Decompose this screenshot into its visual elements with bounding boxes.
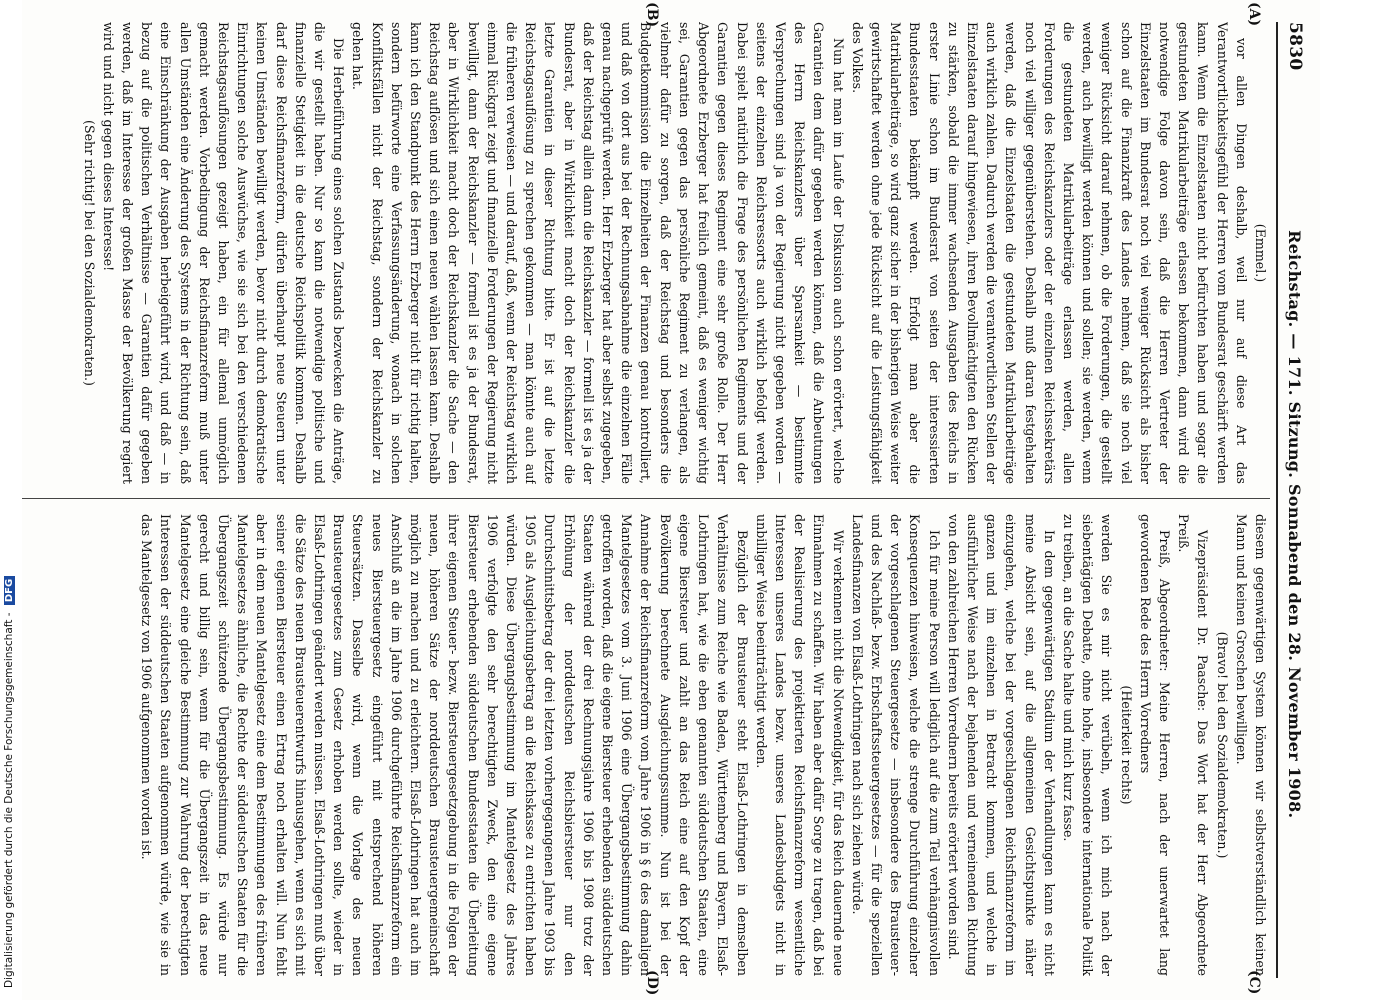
column-divider bbox=[14, 498, 1270, 499]
paragraph: Wir verkennen nicht die Notwendigkeit, für das Reich dauernde neue Einnahmen zu schaffen. Wir haben aber dafür Sorge zu tragen, daß bei der Realisierung des projektierten Reichsfinanzreform wesentliche Interessen unseres Landes bezw. unseres Landesbudgets nicht in unbilliger Weise beeinträchtigt werden. bbox=[753, 514, 846, 976]
margin-mark-a: (A) bbox=[1246, 2, 1262, 27]
left-text-column bbox=[14, 22, 1270, 484]
page-number: 5830 bbox=[1285, 22, 1305, 71]
paragraph: Nun hat man im Laufe der Diskussion auch schon erörtert, welche Garantien dem dafür gegeben werden können, daß die Anbeutungen des Herrn Reichskanzlers über Sparsamkeit — bestimmte Versprechungen sind ja von der Regierung nicht gegeben worden — seitens der einzelnen Reichsressorts auch wirklich befolgt werden. Dabei spielt natürlich die Frage des persönlichen Regiments und der Garantien gegen dieses Regiment eine sehr große Rolle. Der Herr Abgeordnete Erzberger hat freilich gemeint, daß es weniger wichtig sei, Garantien gegen das persönliche Regiment zu verlangen, als vielmehr dafür zu sorgen, daß der Reichstag und besonders die Budgetkommission die Einzelheiten der Finanzen genau kontrolliert, und daß von dort aus bei der Rechnungsabnahme die einzelnen Fälle genau nachgeprüft werden. Herr Erzberger hat aber selbst zugegeben, daß der Reichstag allein dann die Reichskanzler — formell ist es ja der Bundesrat, aber in Wirklichkeit macht doch der Reichskanzler die letzte Garantien in dieser Richtung bitte. Er ist auf die letzte Reichstagsauflösung zu sprechen gekommen — man könnte auch auf die früheren verweisen — und darauf, daß, wenn der Reichstag wirklich einmal Rückgrat zeigt und finanzielle Forderungen der Regierung nicht bewilligt, dann der Reichskanzler — formell ist es ja der Bundesrat, aber in Wirklichkeit macht doch der Reichskanzler die Sache — den Reichstag auflösen und sich einen neuen wählen lassen kann. Deshalb kann ich den Standpunkt des Herrn Erzberger nicht für richtig halten, sondern befürworte eine Verfassungsänderung, wonach in solchen Konfliktsfällen nicht der Reichstag, sondern der Reichskanzler zu gehen hat. bbox=[350, 22, 846, 484]
paragraph: Bezüglich der Brausteuer steht Elsaß-Lothringen in demselben Verhältnisse zum Reiche wie Baden, Württemberg und Bayern. Elsaß-Lothringen hat, wie die eben genannten süddeutschen Staaten, eine eigene Biersteuer und zahlt an das Reich eine auf den Kopf der Bevölkerung berechnete Ausgleichungssumme. Nun ist bei der Annahme der Reichsfinanzreform vom Jahre 1906 in § 6 des damaligen Mantelgesetzes vom 3. Juni 1906 eine Übergangsbestimmung dahin getroffen worden, daß die eigene Biersteuer erhebenden süddeutschen Staaten während der drei Rechnungsjahre 1906 bis 1908 trotz der Erhöhung der norddeutschen Reichsbiersteuer nur den Durchschnittsbetrag der drei letzten vorhergegangenen Jahre 1903 bis 1905 als Ausgleichungsbetrag an die Reichskasse zu entrichten haben würden. Diese Übergangsbestimmung im Mantelgesetz des Jahres 1906 verfolgte den sehr berechtigten Zweck, den eine eigene Biersteuer erhebenden süddeutschen Bundesstaaten die Überleitung ihrer eigenen Steuer- bezw. Biersteuergesetzgebung in die Folgen der neuen, höheren Sätze der norddeutschen Brausteuergemeinschaft möglich zu machen und zu erleichtern. Elsaß-Lothringen hat auch im Anschluß an die im Jahre 1906 durchgeführte Reichsfinanzreform ein neues Biersteuergesetz eingeführt mit entsprechend höheren Steuersätzen. Dasselbe wird, wenn die Vorlage des neuen Brausteuergesetzes zum Gesetz erhoben werden sollte, wieder in Elsaß-Lothringen geändert werden müssen. Elsaß-Lothringen muß über die Sätze des neuen Brausteuerentwurfs hinausgehen, wenn es sich mit seiner eigenen Biersteuer einen Ertrag noch erhalten will. Nun fehlt aber in dem neuen Mantelgesetz eine dem Bestimmungen des früheren Mantelgesetzes ähnliche, die Rechte der süddeutschen Staaten für die Übergangszeit schützende Übergangsbestimmung. Es würde nur gerecht und billig sein, wenn für die Übergangszeit in das neue Mantelgesetz eine gleiche Bestimmung zur Wahrung der berechtigten Interessen der süddeutschen Staaten aufgenommen würde, wie sie in das Mantelgesetz von 1906 aufgenommen worden ist. bbox=[139, 514, 750, 976]
margin-mark-d: (D) bbox=[644, 970, 660, 996]
margin-mark-b: (B) bbox=[644, 2, 660, 28]
paragraph: (Bravo! bei den Sozialdemokraten.) bbox=[1214, 631, 1230, 859]
paragraph: (Emmel.) bbox=[1253, 223, 1268, 283]
paragraph: Ich für meine Person will lediglich auf die zum Teil verhängnisvollen Konsequenzen hinweisen, welche die strenge Durchführung einzelner der vorgeschlagenen Steuergesetze — insbesondere des Brausteuer- und des Nachlaß- bezw. Erbschaftssteuergesetzes — für die speziellen Landesfinanzen von Elsaß-Lothringen nach sich ziehen würde. bbox=[849, 514, 942, 976]
paragraph: werden Sie es mir nicht verübeln, wenn ich mich nach der siebentägigen Debatte, ohne hohe, insbesondere internationale Politik zu treiben, an die Sache halte und mich kurz fasse. bbox=[1060, 514, 1115, 976]
paragraph: (Heiterkeit rechts) bbox=[1118, 685, 1134, 805]
page-title: Reichstag. — 171. Sitzung. Sonnabend den 28. November 1908. bbox=[1285, 230, 1305, 819]
paragraph: diesem gegenwärtigen System können wir selbstverständlich keinen Mann und keinen Groschen bewilligen. bbox=[1233, 514, 1268, 976]
paragraph: Preiß, Abgeordneter: Meine Herren, nach der unerwartet lang gewordenen Rede des Herrn Vorredners bbox=[1137, 514, 1172, 976]
paragraph: (Sehr richtig! bei den Sozialdemokraten.) bbox=[81, 120, 97, 386]
paragraph: Die Herbeiführung eines solchen Zustands bezwecken die Anträge, die wir gestellt haben. Nur so kann die notwendige politische und finanzielle Stetigkeit in die deutsche Reichspolitik kommen. Deshalb darf diese Reichsfinanzreform, dürfen überhaupt neue Steuern unter keinen Umständen bewilligt werden, bevor nicht durch demokratische Einrichtungen solche Auswüchse, wie sie sich bei den verschiedenen Reichstagsauflösungen gezeigt haben, ein für allemal unmöglich gemacht werden. Vorbedingung der Reichsfinanzreform muß unter allen Umständen eine Änderung des Systems in der Richtung sein, daß eine Einschränkung der Ausgaben herbeigeführt wird, und daß — in bezug auf die politischen Verhältnisse — Garantien dafür gegeben werden, daß im Interesse der großen Masse der Bevölkerung regiert wird und nicht gegen dieses Interesse! bbox=[100, 22, 347, 484]
paragraph: Vizepräsident Dr. Paasche: Das Wort hat der Herr Abgeordnete Preiß. bbox=[1176, 514, 1211, 976]
funding-notice-text: Digitalisierung gefördert durch die Deutsche Forschungsgemeinschaft - bbox=[3, 612, 15, 988]
funding-notice bbox=[3, 576, 15, 988]
paragraph: In dem gegenwärtigen Stadium der Verhandlungen kann es nicht meine Absicht sein, auf die allgemeinen Gesichtspunkte näher einzugehen, welche bei der vorgeschlagenen Reichsfinanzreform im ganzen und im einzelnen in Betracht kommen, und welche in ausführlicher Weise nach der bejahenden und verneinenden Richtung von den zahlreichen Herren Vorrednern bereits erörtert worden sind. bbox=[945, 514, 1057, 976]
page-header bbox=[1280, 22, 1310, 978]
header-rule bbox=[1276, 22, 1278, 978]
right-text-column bbox=[14, 514, 1270, 976]
margin-mark-c: (C) bbox=[1246, 970, 1262, 995]
dfg-logo: DFG bbox=[4, 576, 15, 605]
paragraph: vor allen Dingen deshalb, weil nur auf diese Art das Verantwortlichkeitsgefühl der Herren vom Bundesrat geschärft werden kann. Wenn die Einzelstaaten nicht befürchten haben und sogar die gestundeten Matrikularbeiträge erlassen bekommen, dann wird die notwendige Folge davon sein, daß die Herren Vertreter der Einzelstaaten im Bundesrat noch viel weniger Rücksicht als bisher schon auf die Finanzkraft des Landes nehmen, daß sie noch viel weniger Rücksicht darauf nehmen, ob die Forderungen, die gestellt werden, auch bewilligt werden können und sollen; sie werden, wenn die gestundeten Matrikularbeiträge erlassen werden, allen Forderungen des Reichskanzlers oder der einzelnen Reichssekretärs noch viel williger gegenüberstehen. Deshalb muß daran festgehalten werden, daß die Einzelstaaten die gestundeten Matrikularbeiträge auch wirklich zahlen. Dadurch werden die verantwortlichen Stellen der Einzelstaaten darauf hingewiesen, ihren Bevollmächtigten den Rücken zu stärken, sobald die immer wachsenden Ausgaben des Reichs in erster Linie schon im Bundesrat von seiten der interessierten Bundesstaaten bekämpft werden. Erfolgt man aber die Matrikularbeiträge, so wird ganz sicher in der bisherigen Weise weiter gewirtschaftet werden ohne jede Rücksicht auf die Leistungsfähigkeit des Volkes. bbox=[849, 22, 1249, 484]
footer-strip bbox=[0, 0, 22, 1000]
